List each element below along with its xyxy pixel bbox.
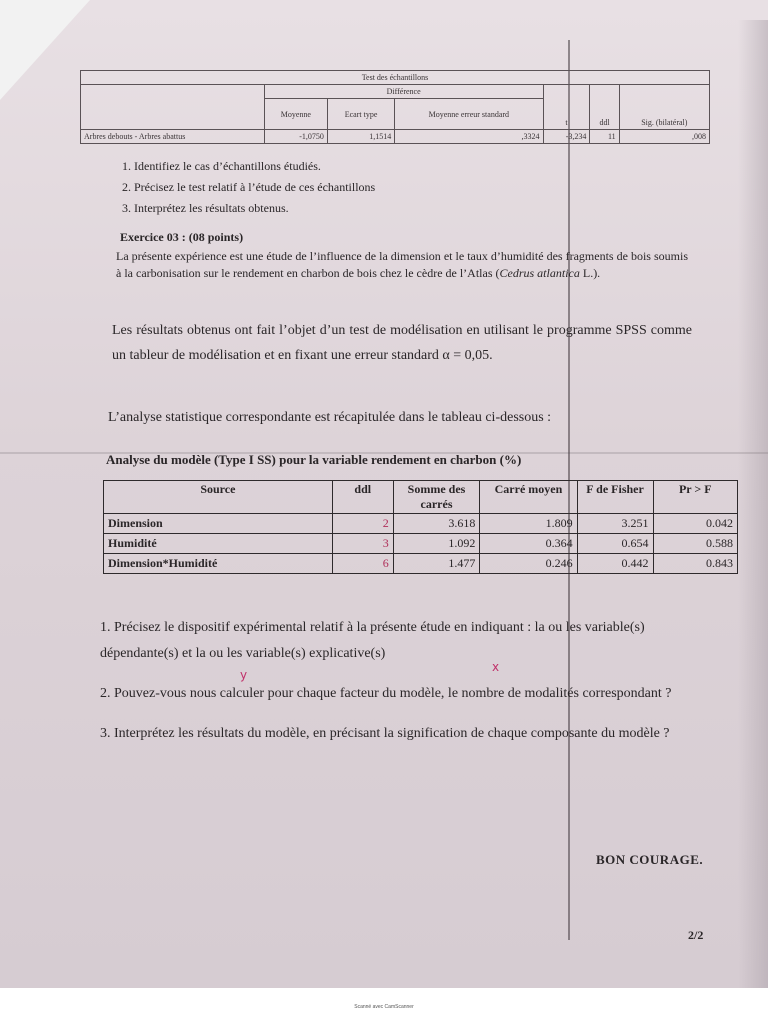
closing-text: BON COURAGE. xyxy=(596,852,704,867)
handwritten-mark-y: y xyxy=(240,668,248,682)
table1-header-sig: Sig. (bilatéral) xyxy=(619,85,709,130)
table1-header-ddl: ddl xyxy=(590,85,619,130)
anova-f: 3.251 xyxy=(577,514,653,534)
question-item: 3. Interprétez les résultats obtenus. xyxy=(122,201,289,215)
table1-cell-t: -3,234 xyxy=(543,130,590,144)
question-1: 1. Précisez le dispositif expérimental relatif à la présente étude en indiquant : la ou les variable(s) dépendante(s) et la ou les variable(s) explicative(s) xyxy=(100,620,645,661)
paired-samples-test-table xyxy=(80,70,710,144)
page-number: 2/2 xyxy=(688,928,704,942)
anova-ddl: 6 xyxy=(332,554,393,574)
anova-ss: 3.618 xyxy=(393,514,480,534)
anova-ms: 1.809 xyxy=(480,514,577,534)
table1-header-se: Moyenne erreur standard xyxy=(395,99,543,130)
table-row xyxy=(104,554,738,574)
anova-p: 0.588 xyxy=(653,534,738,554)
questions-part1 xyxy=(122,156,375,219)
intro-text: La présente expérience est une étude de l’influence de la dimension et le taux d’humidité des fragments de bois soumis à la carbonisation sur le rendement en charbon de bois chez le cèdre de l’Atlas ( xyxy=(116,249,688,280)
exercise-title: Exercice 03 : (08 points) xyxy=(120,230,244,244)
table1-cell-se: ,3324 xyxy=(395,130,543,144)
anova-f: 0.654 xyxy=(577,534,653,554)
table1-row-label: Arbres debouts - Arbres abattus xyxy=(81,130,265,144)
table1-cell-ddl: 11 xyxy=(590,130,619,144)
anova-p: 0.042 xyxy=(653,514,738,534)
anova-header-ss: Somme des carrés xyxy=(393,481,480,514)
anova-header-f: F de Fisher xyxy=(577,481,653,514)
table1-group-header: Différence xyxy=(264,85,543,99)
anova-table xyxy=(103,480,738,574)
exercise-intro xyxy=(116,248,688,282)
table1-cell-sig: ,008 xyxy=(619,130,709,144)
table1-empty-header xyxy=(81,85,265,130)
species-name: Cedrus atlantica xyxy=(499,266,580,280)
question-item: 1. Identifiez le cas d’échantillons étudiés. xyxy=(122,159,321,173)
table1-cell-mean: -1,0750 xyxy=(264,130,327,144)
anova-ms: 0.246 xyxy=(480,554,577,574)
questions-part2 xyxy=(100,615,710,761)
anova-header-source: Source xyxy=(104,481,333,514)
anova-f: 0.442 xyxy=(577,554,653,574)
anova-source: Humidité xyxy=(104,534,333,554)
anova-ddl: 2 xyxy=(332,514,393,534)
anova-header-p: Pr > F xyxy=(653,481,738,514)
exercise-table-intro: L’analyse statistique correspondante est récapitulée dans le tableau ci-dessous : xyxy=(108,410,552,425)
table1-header-t: t xyxy=(543,85,590,130)
table-row xyxy=(104,534,738,554)
table1-title: Test des échantillons xyxy=(81,71,710,85)
table1-header-sd: Ecart type xyxy=(327,99,394,130)
handwritten-mark-x: x xyxy=(492,660,500,674)
question-2: 2. Pouvez-vous nous calculer pour chaque facteur du modèle, le nombre de modalités correspondant ? xyxy=(100,686,672,701)
question-item: 2. Précisez le test relatif à l’étude de ces échantillons xyxy=(122,180,376,194)
anova-table-title: Analyse du modèle (Type I SS) pour la variable rendement en charbon (%) xyxy=(106,452,522,467)
anova-header-ddl: ddl xyxy=(332,481,393,514)
anova-p: 0.843 xyxy=(653,554,738,574)
paper-edge-shadow xyxy=(738,20,768,988)
anova-source: Dimension*Humidité xyxy=(104,554,333,574)
anova-ss: 1.092 xyxy=(393,534,480,554)
folded-corner xyxy=(0,0,90,100)
exercise-method: Les résultats obtenus ont fait l’objet d’un test de modélisation en utilisant le programme SPSS comme un tableur de modélisation et en fixant une erreur standard α = 0,05. xyxy=(112,323,692,363)
anova-ms: 0.364 xyxy=(480,534,577,554)
table1-cell-sd: 1,1514 xyxy=(327,130,394,144)
anova-source: Dimension xyxy=(104,514,333,534)
anova-header-ms: Carré moyen xyxy=(480,481,577,514)
anova-ss: 1.477 xyxy=(393,554,480,574)
scanner-watermark: Scanné avec CamScanner xyxy=(354,1004,414,1010)
table1-header-mean: Moyenne xyxy=(264,99,327,130)
table1-row xyxy=(81,130,710,144)
question-3: 3. Interprétez les résultats du modèle, en précisant la signification de chaque composante du modèle ? xyxy=(100,726,670,741)
anova-ddl: 3 xyxy=(332,534,393,554)
intro-text-end: L.). xyxy=(579,266,601,280)
table-row xyxy=(104,514,738,534)
